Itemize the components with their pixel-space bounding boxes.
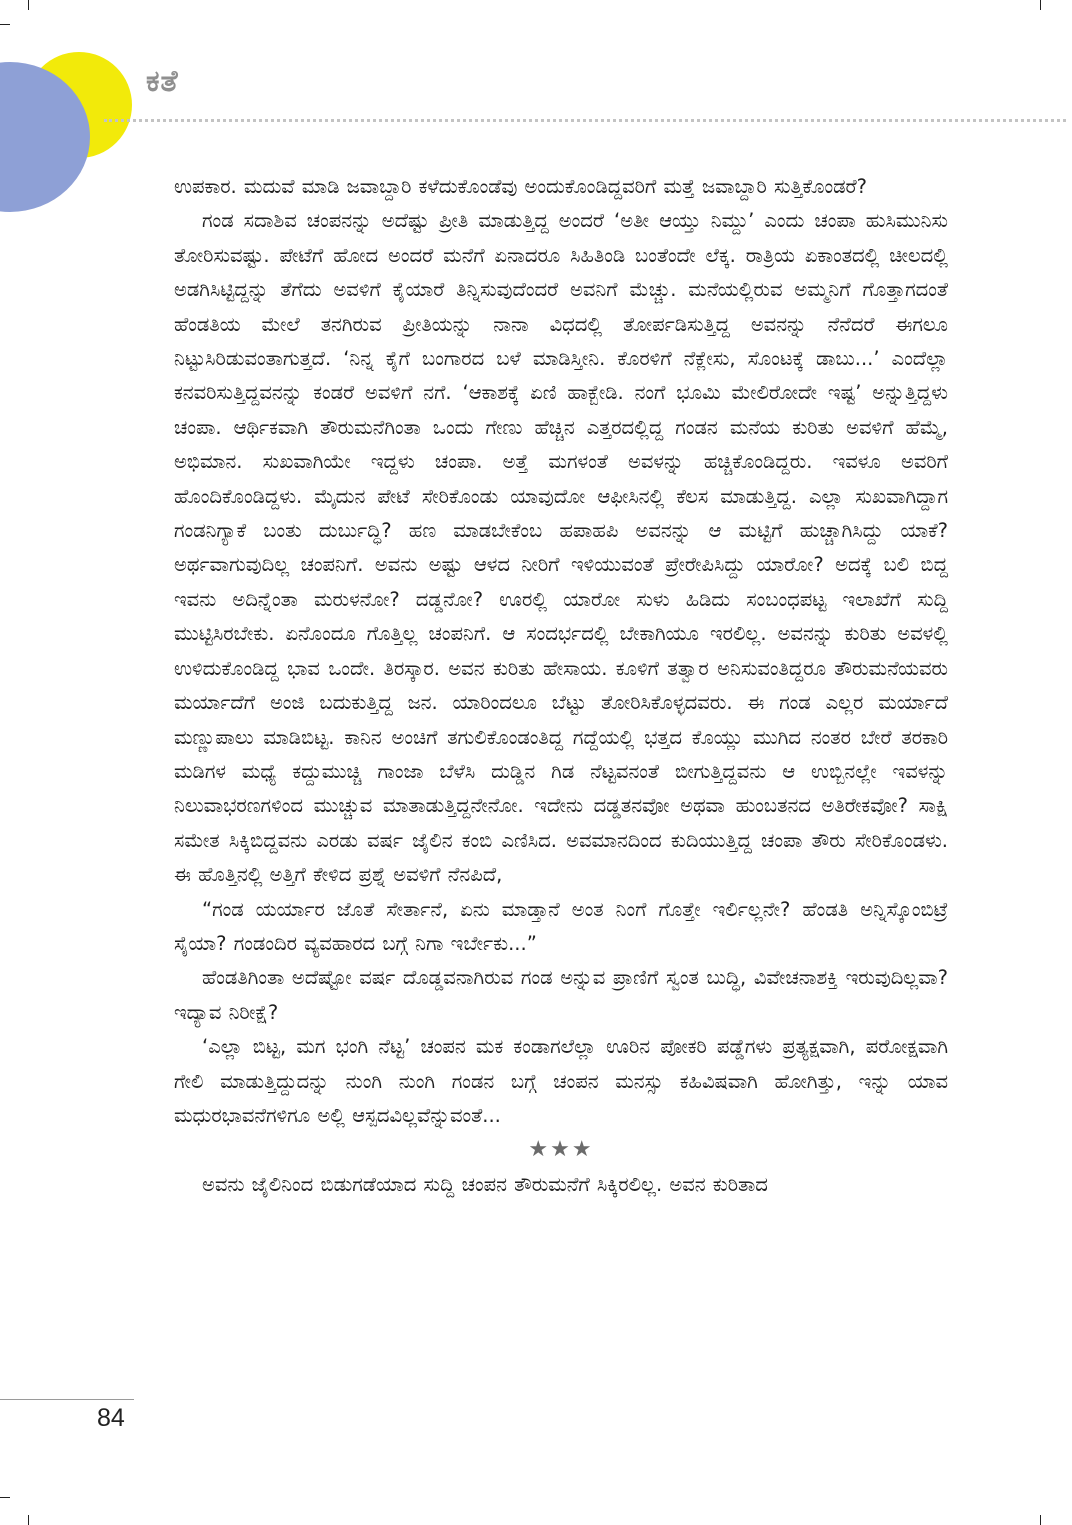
- paragraph: ಅವನು ಜೈಲಿನಿಂದ ಬಿಡುಗಡೆಯಾದ ಸುದ್ದಿ ಚಂಪನ ತೌರುಮನೆಗೆ ಸಿಕ್ಕಿರಲಿಲ್ಲ. ಅವನ ಕುರಿತಾದ: [202, 1172, 768, 1196]
- section-separator: ★★★: [528, 1137, 594, 1163]
- paragraph: ಹೆಂಡತಿಗಿಂತಾ ಅದೆಷ್ಟೋ ವರ್ಷ ದೊಡ್ಡವನಾಗಿರುವ ಗಂಡ ಅನ್ನುವ ಪ್ರಾಣಿಗೆ ಸ್ವಂತ ಬುದ್ಧಿ, ವಿವೇಚನಾಶಕ್ತಿ ಇರುವುದಿಲ್ಲವಾ? ಇದ್ಯಾವ ನಿರೀಕ್ಷೆ?: [174, 966, 948, 1024]
- crop-mark: [0, 1497, 10, 1498]
- crop-mark: [28, 1515, 29, 1525]
- crop-mark: [28, 0, 29, 10]
- section-title: ಕತೆ: [146, 64, 179, 99]
- crop-mark: [1040, 0, 1041, 10]
- crop-mark: [0, 24, 10, 25]
- dialogue-paragraph: “ಗಂಡ ಯರ್ಯಾರ ಜೊತೆ ಸೇರ್ತಾನೆ, ಏನು ಮಾಡ್ತಾನೆ ಅಂತ ನಿಂಗೆ ಗೊತ್ತೇ ಇರ್ಲಿಲ್ಲನೇ? ಹೆಂಡತಿ ಅನ್ನಿಸ್ಕೊಂಬಿಟ್ರೆ ಸೈಯಾ? ಗಂಡಂದಿರ ವ್ಯವಹಾರದ ಬಗ್ಗೆ ನಿಗಾ ಇರ್ಬೇಕು...”: [174, 897, 948, 955]
- paragraph: ಉಪಕಾರ. ಮದುವೆ ಮಾಡಿ ಜವಾಬ್ದಾರಿ ಕಳೆದುಕೊಂಡೆವು ಅಂದುಕೊಂಡಿದ್ದವರಿಗೆ ಮತ್ತೆ ಜವಾಬ್ದಾರಿ ಸುತ್ತಿಕೊಂಡರೆ?: [174, 175, 867, 198]
- crop-mark: [1040, 1515, 1041, 1525]
- header-dotted-rule: [104, 119, 1066, 122]
- story-body: [174, 170, 948, 1202]
- page-number: 84: [97, 1404, 125, 1432]
- footer-rule: [0, 1399, 134, 1400]
- paragraph: ‘ಎಲ್ಲಾ ಬಿಟ್ಟ, ಮಗ ಭಂಗಿ ನೆಟ್ಟ’ ಚಂಪನ ಮಕ ಕಂಡಾಗಲೆಲ್ಲಾ ಊರಿನ ಪೋಕರಿ ಪಡ್ಡೆಗಳು ಪ್ರತ್ಯಕ್ಷವಾಗಿ, ಪರೋಕ್ಷವಾಗಿ ಗೇಲಿ ಮಾಡುತ್ತಿದ್ದುದನ್ನು ನುಂಗಿ ನುಂಗಿ ಗಂಡನ ಬಗ್ಗೆ ಚಂಪನ ಮನಸ್ಸು ಕಹಿವಿಷವಾಗಿ ಹೋಗಿತ್ತು, ಇನ್ನು ಯಾವ ಮಧುರಭಾವನೆಗಳಿಗೂ ಅಲ್ಲಿ ಆಸ್ಪದವಿಲ್ಲವೆನ್ನುವಂತೆ...: [174, 1035, 948, 1127]
- paragraph: ಗಂಡ ಸದಾಶಿವ ಚಂಪನನ್ನು ಅದೆಷ್ಟು ಪ್ರೀತಿ ಮಾಡುತ್ತಿದ್ದ ಅಂದರೆ ‘ಅತೀ ಆಯ್ತು ನಿಮ್ದು’ ಎಂದು ಚಂಪಾ ಹುಸಿಮುನಿಸು ತೋರಿಸುವಷ್ಟು. ಪೇಟೆಗೆ ಹೋದ ಅಂದರೆ ಮನೆಗೆ ಏನಾದರೂ ಸಿಹಿತಿಂಡಿ ಬಂತೆಂದೇ ಲೆಕ್ಕ. ರಾತ್ರಿಯ ಏಕಾಂತದಲ್ಲಿ ಚೀಲದಲ್ಲಿ ಅಡಗಿಸಿಟ್ಟಿದ್ದನ್ನು ತೆಗೆದು ಅವಳಿಗೆ ಕೈಯಾರೆ ತಿನ್ನಿಸುವುದೆಂದರೆ ಅವನಿಗೆ ಮೆಚ್ಚು. ಮನೆಯಲ್ಲಿರುವ ಅಮ್ಮನಿಗೆ ಗೊತ್ತಾಗದಂತೆ ಹೆಂಡತಿಯ ಮೇಲೆ ತನಗಿರುವ ಪ್ರೀತಿಯನ್ನು ನಾನಾ ವಿಧದಲ್ಲಿ ತೋರ್ಪಡಿಸುತ್ತಿದ್ದ ಅವನನ್ನು ನೆನೆದರೆ ಈಗಲೂ ನಿಟ್ಟುಸಿರಿಡುವಂತಾಗುತ್ತದೆ. ‘ನಿನ್ನ ಕೈಗೆ ಬಂಗಾರದ ಬಳೆ ಮಾಡಿಸ್ತೀನಿ. ಕೊರಳಿಗೆ ನೆಕ್ಲೇಸು, ಸೊಂಟಕ್ಕೆ ಡಾಬು...’ ಎಂದೆಲ್ಲಾ ಕನವರಿಸುತ್ತಿದ್ದವನನ್ನು ಕಂಡರೆ ಅವಳಿಗೆ ನಗೆ. ‘ಆಕಾಶಕ್ಕೆ ಏಣಿ ಹಾಕ್ಬೇಡಿ. ನಂಗೆ ಭೂಮಿ ಮೇಲಿರೋದೇ ಇಷ್ಟ’ ಅನ್ನುತ್ತಿದ್ದಳು ಚಂಪಾ. ಆರ್ಥಿಕವಾಗಿ ತೌರುಮನೆಗಿಂತಾ ಒಂದು ಗೇಣು ಹೆಚ್ಚಿನ ಎತ್ತರದಲ್ಲಿದ್ದ ಗಂಡನ ಮನೆಯ ಕುರಿತು ಅವಳಿಗೆ ಹೆಮ್ಮೆ, ಅಭಿಮಾನ. ಸುಖವಾಗಿಯೇ ಇದ್ದಳು ಚಂಪಾ. ಅತ್ತೆ ಮಗಳಂತೆ ಅವಳನ್ನು ಹಚ್ಚಿಕೊಂಡಿದ್ದರು. ಇವಳೂ ಅವರಿಗೆ ಹೊಂದಿಕೊಂಡಿದ್ದಳು. ಮೈದುನ ಪೇಟೆ ಸೇರಿಕೊಂಡು ಯಾವುದೋ ಆಫೀಸಿನಲ್ಲಿ ಕೆಲಸ ಮಾಡುತ್ತಿದ್ದ. ಎಲ್ಲಾ ಸುಖವಾಗಿದ್ದಾಗ ಗಂಡನಿಗ್ಯಾಕೆ ಬಂತು ದುರ್ಬುದ್ಧಿ? ಹಣ ಮಾಡಬೇಕೆಂಬ ಹಪಾಹಪಿ ಅವನನ್ನು ಆ ಮಟ್ಟಿಗೆ ಹುಚ್ಚಾಗಿಸಿದ್ದು ಯಾಕೆ? ಅರ್ಥವಾಗುವುದಿಲ್ಲ ಚಂಪನಿಗೆ. ಅವನು ಅಷ್ಟು ಆಳದ ನೀರಿಗೆ ಇಳಿಯುವಂತೆ ಪ್ರೇರೇಪಿಸಿದ್ದು ಯಾರೋ? ಅದಕ್ಕೆ ಬಲಿ ಬಿದ್ದ ಇವನು ಅದಿನ್ನೆಂತಾ ಮರುಳನೋ? ದಡ್ಡನೋ? ಊರಲ್ಲಿ ಯಾರೋ ಸುಳು ಹಿಡಿದು ಸಂಬಂಧಪಟ್ಟ ಇಲಾಖೆಗೆ ಸುದ್ದಿ ಮುಟ್ಟಿಸಿರಬೇಕು. ಏನೊಂದೂ ಗೊತ್ತಿಲ್ಲ ಚಂಪನಿಗೆ. ಆ ಸಂದರ್ಭದಲ್ಲಿ ಬೇಕಾಗಿಯೂ ಇರಲಿಲ್ಲ. ಅವನನ್ನು ಕುರಿತು ಅವಳಲ್ಲಿ ಉಳಿದುಕೊಂಡಿದ್ದ ಭಾವ ಒಂದೇ. ತಿರಸ್ಕಾರ. ಅವನ ಕುರಿತು ಹೇಸಾಯ. ಕೂಳಿಗೆ ತತ್ವಾರ ಅನಿಸುವಂತಿದ್ದರೂ ತೌರುಮನೆಯವರು ಮರ್ಯಾದೆಗೆ ಅಂಜಿ ಬದುಕುತ್ತಿದ್ದ ಜನ. ಯಾರಿಂದಲೂ ಬೆಟ್ಟು ತೋರಿಸಿಕೊಳ್ಳದವರು. ಈ ಗಂಡ ಎಲ್ಲರ ಮರ್ಯಾದೆ ಮಣ್ಣುಪಾಲು ಮಾಡಿಬಿಟ್ಟ. ಕಾನಿನ ಅಂಚಿಗೆ ತಗುಲಿಕೊಂಡಂತಿದ್ದ ಗದ್ದೆಯಲ್ಲಿ ಭತ್ತದ ಕೊಯ್ಲು ಮುಗಿದ ನಂತರ ಬೇರೆ ತರಕಾರಿ ಮಡಿಗಳ ಮಧ್ಯೆ ಕದ್ದುಮುಚ್ಚಿ ಗಾಂಜಾ ಬೆಳೆಸಿ ದುಡ್ಡಿನ ಗಿಡ ನೆಟ್ಟವನಂತೆ ಬೀಗುತ್ತಿದ್ದವನು ಆ ಉಬ್ಬಿನಲ್ಲೇ ಇವಳನ್ನು ನಿಲುವಾಭರಣಗಳಿಂದ ಮುಚ್ಚುವ ಮಾತಾಡುತ್ತಿದ್ದನೇನೋ. ಇದೇನು ದಡ್ಡತನವೋ ಅಥವಾ ಹುಂಬತನದ ಅತಿರೇಕವೋ? ಸಾಕ್ಷಿ ಸಮೇತ ಸಿಕ್ಕಿಬಿದ್ದವನು ಎರಡು ವರ್ಷ ಜೈಲಿನ ಕಂಬಿ ಎಣಿಸಿದ. ಅವಮಾನದಿಂದ ಕುದಿಯುತ್ತಿದ್ದ ಚಂಪಾ ತೌರು ಸೇರಿಕೊಂಡಳು. ಈ ಹೊತ್ತಿನಲ್ಲಿ ಅತ್ತಿಗೆ ಕೇಳಿದ ಪ್ರಶ್ನೆ ಅವಳಿಗೆ ನೆನಪಿದೆ,: [174, 209, 948, 887]
